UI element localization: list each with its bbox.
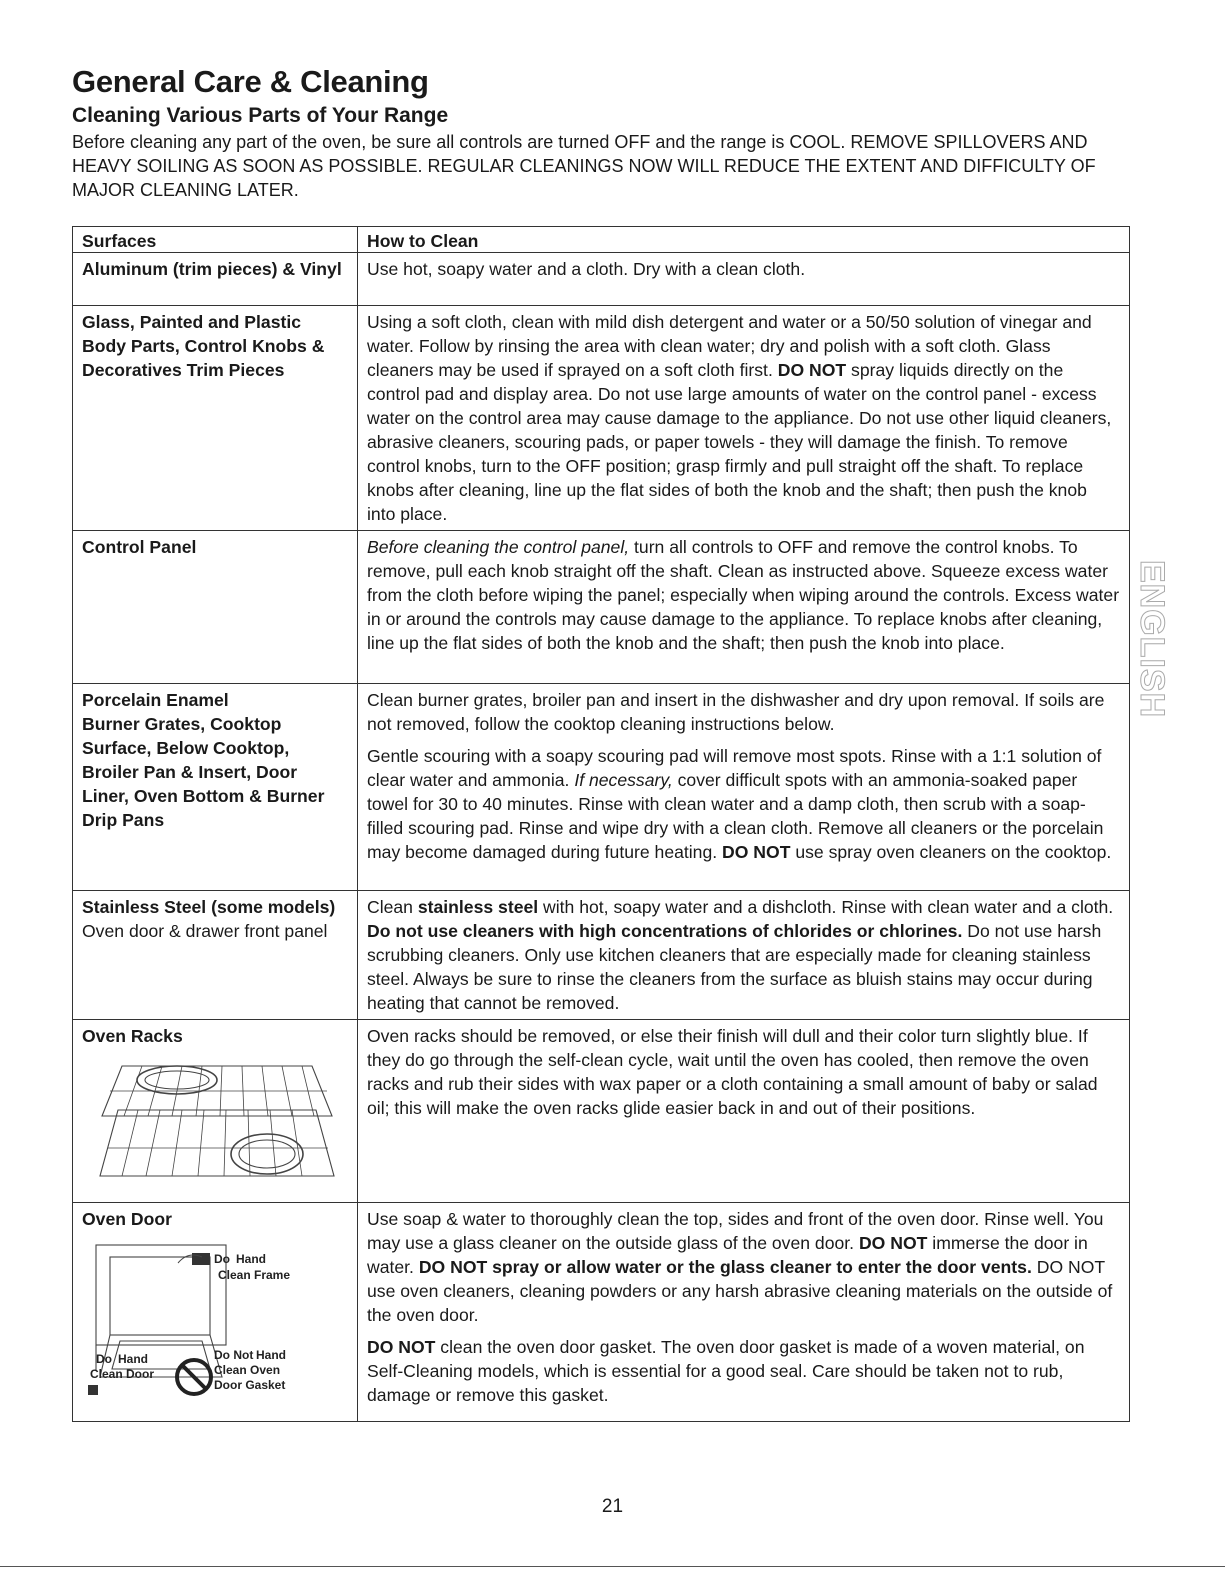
text-run: Do not use harsh scrubbing cleaners. Only use kitchen cleaners that are especially made for cleaning stainless steel. Always be sure to rinse the cleaners from the surface as bluish stains may occur during heating that cannot be removed.: [367, 921, 1102, 1013]
oven-door-illustration: [82, 1241, 322, 1401]
text-run: spray liquids directly on the control pad and display area. Do not use large amounts of water on the control panel - excess water on the control area may cause damage to the appliance. Do not use other liquid cleaners, abrasive cleaners, scouring pads, or paper towels - they will damage the finish. To remove control knobs, turn to the OFF position; grasp firmly and pull straight off the shaft. To replace knobs after cleaning, line up the flat sides of both the knob and the shaft; then push the knob into place.: [367, 360, 1112, 524]
table-row: [73, 253, 1130, 306]
table-row: [73, 1203, 1130, 1422]
instructions-oven-door: [358, 1203, 1130, 1422]
table-row: [73, 306, 1130, 531]
page-number: 21: [601, 1496, 624, 1517]
table-row: [73, 891, 1130, 1020]
emphasis-text: DO NOT: [777, 360, 847, 380]
table-row: [73, 684, 1130, 891]
emphasis-text: DO NOT: [367, 1337, 436, 1357]
text-run: clean the oven door gasket. The oven door gasket is made of a woven material, on Self-Cleaning models, which is essential for a good seal. Care should be taken not to rub, damage or remove this gasket.: [367, 1337, 1085, 1405]
instructions-oven-racks: Oven racks should be removed, or else their finish will dull and their color turn slightly blue. If they do go through the self-clean cycle, wait until the oven has cooled, then remove the oven racks and rub their sides with wax paper or a cloth containing a small amount of baby or salad oil; this will make the oven racks glide easier back in and out of their positions.: [358, 1020, 1130, 1203]
figure-label: Hand: [236, 1252, 266, 1266]
figure-label: Clean Oven: [214, 1363, 281, 1377]
text-run: Using a soft cloth, clean with mild dish detergent and water or a 50/50 solution of vinegar and water. Follow by rinsing the area with clean water; dry and polish with a soft cloth. Glass cleaners may be used if sprayed on a soft cloth first.: [367, 312, 1092, 380]
emphasis-text: DO NOT spray or allow water or the glass cleaner to enter the door vents.: [418, 1257, 1032, 1277]
figure-label: Hand: [256, 1348, 286, 1362]
surface-heading: Stainless Steel (some models): [82, 897, 336, 917]
text-run: use spray oven cleaners on the cooktop.: [790, 842, 1112, 862]
text-run: cover difficult spots with an ammonia-soaked paper towel for 30 to 40 minutes. Rinse with clean water and a damp cloth, then scrub with a soap-filled scouring pad. Rinse and wipe dry with a clean cloth. Remove all cleaners or the porcelain may become damaged during future heating.: [367, 770, 1104, 862]
text-run: Use soap & water to thoroughly clean the top, sides and front of the oven door. Rinse well. You may use a glass cleaner on the outside glass of the oven door.: [367, 1209, 1104, 1253]
figure-label: Clean Door: [90, 1367, 155, 1381]
column-header-surfaces: Surfaces: [73, 227, 358, 253]
figure-label: Do: [214, 1252, 230, 1266]
cleaning-table: [72, 226, 1130, 1422]
figure-label: Door Gasket: [214, 1378, 286, 1392]
instructions-stainless: [358, 891, 1130, 1020]
surface-heading: Oven Door: [82, 1209, 172, 1229]
surface-porcelain: [73, 684, 358, 891]
oven-racks-illustration: [82, 1058, 342, 1198]
intro-paragraph: Before cleaning any part of the oven, be sure all controls are turned OFF and the range is COOL. REMOVE SPILLOVERS AND HEAVY SOILING AS SOON AS POSSIBLE. REGULAR CLEANINGS NOW WILL REDUCE THE EXTENT AND DIFFICULTY OF MAJOR CLEANING LATER.: [72, 132, 1096, 200]
section-subtitle: Cleaning Various Parts of Your Range: [72, 104, 449, 127]
instructions-aluminum: Use hot, soapy water and a cloth. Dry with a clean cloth.: [358, 253, 1130, 306]
instructions-porcelain: [358, 684, 1130, 891]
surface-subheading: Burner Grates, Cooktop Surface, Below Cooktop, Broiler Pan & Insert, Door Liner, Oven Bottom & Burner Drip Pans: [82, 714, 325, 830]
emphasis-text: stainless steel: [417, 897, 539, 917]
text-run: Gentle scouring with a soapy scouring pad will remove most spots. Rinse with a 1:1 solution of clear water and ammonia.: [367, 746, 1102, 790]
table-row: [73, 1020, 1130, 1203]
paragraph: [367, 1207, 1120, 1327]
table-row: [73, 531, 1130, 684]
surface-stainless: [73, 891, 358, 1020]
instructions-control-panel: [358, 531, 1130, 684]
text-run: turn all controls to OFF and remove the control knobs. To remove, pull each knob straight off the shaft. Clean as instructed above. Squeeze excess water from the cloth before wiping the panel; especially when wiping around the controls. Excess water in or around the controls may cause damage to the appliance. To replace knobs after cleaning, line up the flat sides of both the knob and the shaft; then push the knob into place.: [367, 537, 1120, 653]
table-header-row: [73, 227, 1130, 253]
surface-oven-racks: [73, 1020, 358, 1203]
italic-text: Before cleaning the control panel,: [367, 537, 630, 557]
emphasis-text: DO NOT: [858, 1233, 928, 1253]
page-title: General Care & Cleaning: [72, 64, 429, 99]
paragraph: [367, 744, 1120, 864]
surface-heading: Oven Racks: [82, 1026, 183, 1046]
surface-oven-door: [73, 1203, 358, 1422]
surface-aluminum: Aluminum (trim pieces) & Vinyl: [73, 253, 358, 306]
text-run: immerse the door in water.: [367, 1233, 1088, 1277]
bottom-rule: [0, 1566, 1225, 1567]
figure-label: Clean Frame: [218, 1268, 291, 1282]
surface-glass: Glass, Painted and Plastic Body Parts, Control Knobs & Decoratives Trim Pieces: [73, 306, 358, 531]
text-run: with hot, soapy water and a dishcloth. Rinse with clean water and a cloth.: [538, 897, 1114, 917]
figure-label: Do: [96, 1352, 112, 1366]
instructions-glass: [358, 306, 1130, 531]
paragraph: Clean burner grates, broiler pan and insert in the dishwasher and dry upon removal. If soils are not removed, follow the cooktop cleaning instructions below.: [367, 690, 1105, 734]
column-header-how-to-clean: How to Clean: [358, 227, 1130, 253]
text-run: Clean: [367, 897, 418, 917]
paragraph: [367, 1335, 1120, 1407]
surface-heading: Porcelain Enamel: [82, 690, 229, 710]
figure-label: Hand: [118, 1352, 148, 1366]
italic-text: If necessary,: [574, 770, 673, 790]
language-tab: ENGLISH: [1133, 560, 1171, 719]
surface-control-panel: Control Panel: [73, 531, 358, 684]
text-run: DO NOT use oven cleaners, cleaning powders or any harsh abrasive cleaning materials on the outside of the oven door.: [367, 1257, 1113, 1325]
emphasis-text: DO NOT: [722, 842, 791, 862]
figure-label: Do Not: [214, 1348, 254, 1362]
surface-note: Oven door & drawer front panel: [82, 921, 328, 941]
emphasis-text: Do not use cleaners with high concentrations of chlorides or chlorines.: [367, 921, 963, 941]
